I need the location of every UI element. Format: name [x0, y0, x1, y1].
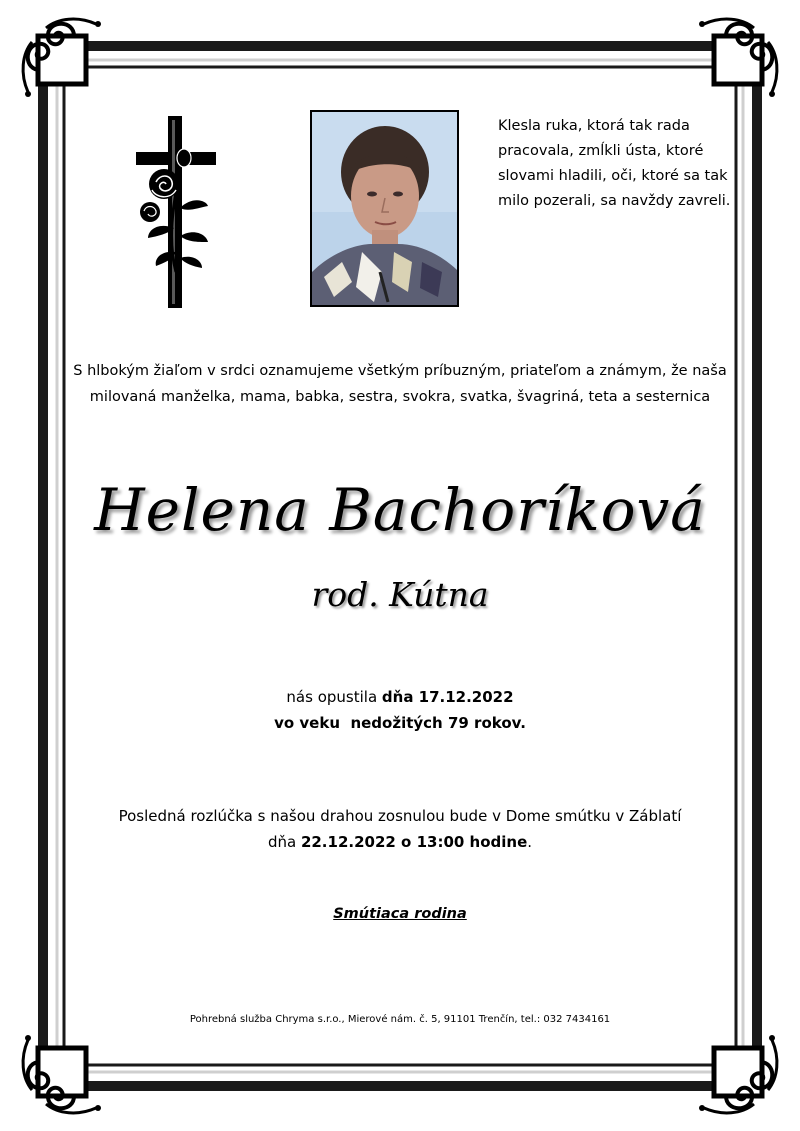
corner-ornament-top-left — [18, 14, 118, 114]
corner-ornament-top-right — [682, 14, 782, 114]
verse-line: milo pozerali, sa navždy zavreli. — [498, 193, 731, 209]
funeral-location-line: Posledná rozlúčka s našou drahou zosnulou bude v Dome smútku v Záblatí — [118, 807, 682, 825]
maiden-name: rod. Kútna — [311, 575, 489, 614]
deceased-name: Helena Bachoríková — [94, 476, 706, 544]
death-date: dňa 17.12.2022 — [381, 688, 514, 706]
ornamental-scroll-icon — [682, 1018, 782, 1118]
deceased-portrait — [310, 110, 459, 307]
verse-line: slovami hladili, oči, ktoré sa tak — [498, 168, 728, 184]
verse-line: pracovala, zmĺkli ústa, ktoré — [498, 143, 704, 159]
funeral-datetime-suffix: . — [527, 833, 533, 851]
announcement-line: S hlbokým žiaľom v srdci oznamujeme všetkým príbuzným, priateľom a známym, že naša — [73, 363, 727, 379]
cross-with-rose-icon — [128, 112, 224, 312]
funeral-datetime-prefix: dňa — [267, 833, 301, 851]
portrait-photo — [312, 112, 457, 305]
funeral-datetime: 22.12.2022 o 13:00 hodine — [300, 833, 528, 851]
death-info — [100, 684, 700, 736]
verse-line: Klesla ruka, ktorá tak rada — [498, 118, 690, 134]
family-signature: Smútiaca rodina — [333, 906, 467, 922]
death-age: vo veku nedožitých 79 rokov. — [274, 714, 526, 732]
death-date-prefix: nás opustila — [286, 688, 382, 706]
ornamental-scroll-icon — [682, 14, 782, 114]
ornamental-scroll-icon — [18, 14, 118, 114]
ornamental-scroll-icon — [18, 1018, 118, 1118]
death-age-line — [100, 710, 700, 736]
funeral-info — [60, 803, 740, 855]
funeral-datetime-line — [60, 829, 740, 855]
corner-ornament-bottom-right — [682, 1018, 782, 1118]
funeral-service-footer: Pohrebná služba Chryma s.r.o., Mierové nám. č. 5, 91101 Trenčín, tel.: 032 7434161 — [189, 1014, 611, 1025]
death-date-line — [100, 684, 700, 710]
announcement-line: milovaná manželka, mama, babka, sestra, svokra, svatka, švagriná, teta a sesternica — [89, 389, 711, 405]
announcement-text — [60, 358, 740, 410]
memorial-verse — [498, 114, 738, 214]
corner-ornament-bottom-left — [18, 1018, 118, 1118]
